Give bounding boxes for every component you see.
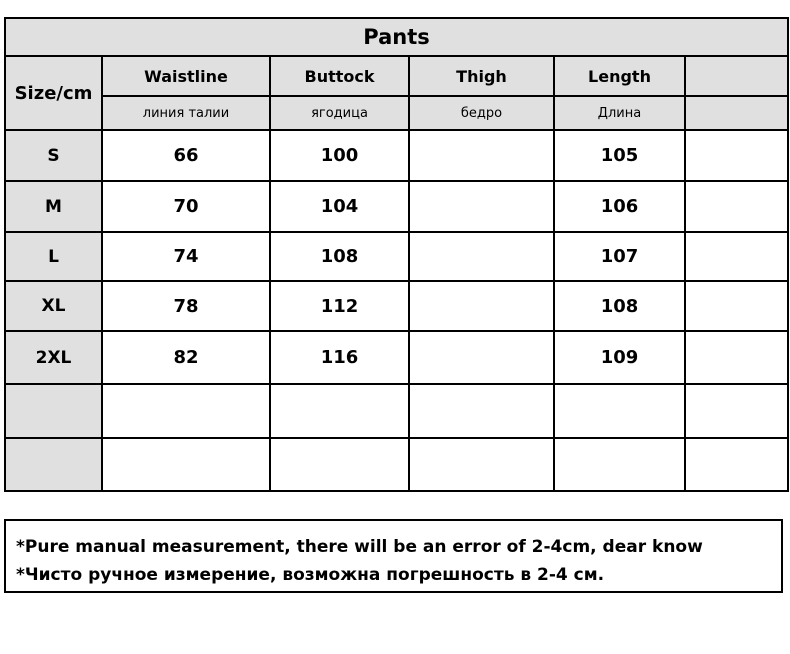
- length-value: 105: [554, 130, 685, 181]
- length-value: 106: [554, 181, 685, 232]
- column-subheader-blank: [685, 96, 788, 130]
- size-label: S: [5, 130, 102, 181]
- table-title: Pants: [5, 18, 788, 56]
- column-header-waistline: Waistline: [102, 56, 270, 96]
- blank-value: [685, 438, 788, 491]
- waistline-value: 78: [102, 281, 270, 331]
- waistline-value: 82: [102, 331, 270, 384]
- size-label: [5, 384, 102, 438]
- size-label: M: [5, 181, 102, 232]
- table-row: [5, 281, 788, 331]
- waistline-value: [102, 438, 270, 491]
- blank-value: [685, 281, 788, 331]
- waistline-value: 70: [102, 181, 270, 232]
- size-label: XL: [5, 281, 102, 331]
- thigh-value: [409, 281, 554, 331]
- buttock-value: 104: [270, 181, 409, 232]
- waistline-value: 66: [102, 130, 270, 181]
- table-row: [5, 438, 788, 491]
- column-subheader-thigh: бедро: [409, 96, 554, 130]
- blank-value: [685, 181, 788, 232]
- size-label: 2XL: [5, 331, 102, 384]
- blank-value: [685, 232, 788, 281]
- thigh-value: [409, 331, 554, 384]
- measurement-note-english: *Pure manual measurement, there will be an error of 2-4cm, dear know: [16, 537, 703, 557]
- buttock-value: [270, 438, 409, 491]
- column-header-buttock: Buttock: [270, 56, 409, 96]
- buttock-value: 112: [270, 281, 409, 331]
- length-value: 107: [554, 232, 685, 281]
- column-header-length: Length: [554, 56, 685, 96]
- blank-value: [685, 331, 788, 384]
- measurement-note-box: [4, 519, 783, 593]
- size-label: [5, 438, 102, 491]
- buttock-value: 100: [270, 130, 409, 181]
- size-label: L: [5, 232, 102, 281]
- header-row-english: [5, 56, 788, 96]
- buttock-value: [270, 384, 409, 438]
- size-unit-header: Size/cm: [5, 56, 102, 130]
- length-value: [554, 384, 685, 438]
- column-subheader-buttock: ягодица: [270, 96, 409, 130]
- header-row-russian: [5, 96, 788, 130]
- waistline-value: 74: [102, 232, 270, 281]
- pants-size-table: [4, 17, 789, 492]
- table-row: [5, 232, 788, 281]
- table-row: [5, 331, 788, 384]
- buttock-value: 116: [270, 331, 409, 384]
- table-row: [5, 130, 788, 181]
- measurement-note-russian: *Чисто ручное измерение, возможна погрешность в 2-4 см.: [16, 565, 605, 585]
- table-row: [5, 181, 788, 232]
- column-header-blank: [685, 56, 788, 96]
- length-value: 108: [554, 281, 685, 331]
- table-row: [5, 384, 788, 438]
- column-subheader-length: Длина: [554, 96, 685, 130]
- title-row: [5, 18, 788, 56]
- thigh-value: [409, 130, 554, 181]
- thigh-value: [409, 181, 554, 232]
- thigh-value: [409, 232, 554, 281]
- column-header-thigh: Thigh: [409, 56, 554, 96]
- thigh-value: [409, 438, 554, 491]
- blank-value: [685, 384, 788, 438]
- thigh-value: [409, 384, 554, 438]
- waistline-value: [102, 384, 270, 438]
- length-value: 109: [554, 331, 685, 384]
- column-subheader-waistline: линия талии: [102, 96, 270, 130]
- blank-value: [685, 130, 788, 181]
- length-value: [554, 438, 685, 491]
- buttock-value: 108: [270, 232, 409, 281]
